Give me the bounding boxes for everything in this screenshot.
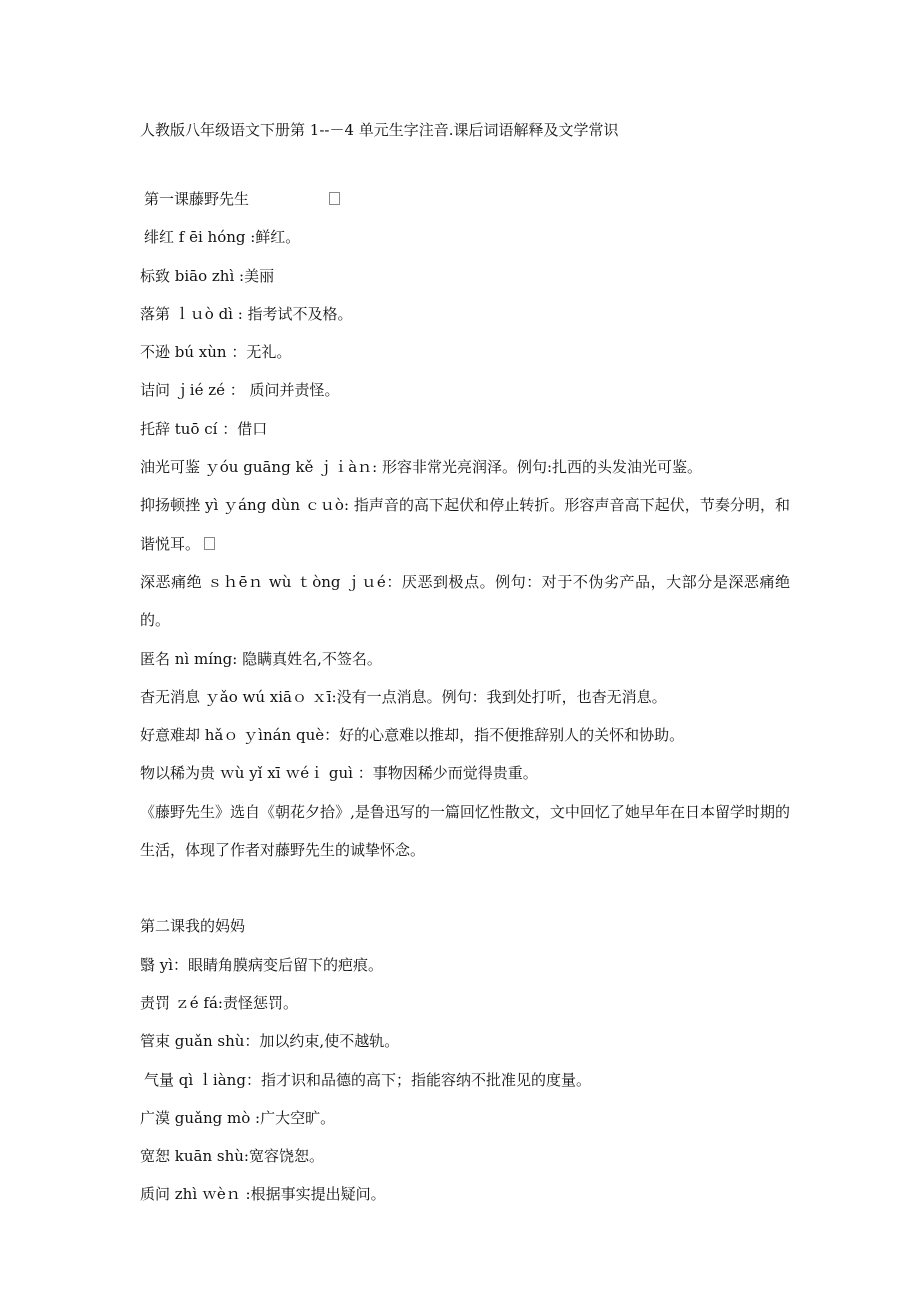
vocab-entry: 不逊 bú xùn ：无礼。 bbox=[140, 343, 292, 362]
vocab-entry: 责罚 ｚé fá:责怪惩罚。 bbox=[140, 993, 298, 1012]
placeholder-box-icon bbox=[204, 537, 215, 550]
placeholder-box-icon bbox=[329, 192, 340, 205]
vocab-entry: 翳 yì：眼睛角膜病变后留下的疤痕。 bbox=[140, 955, 384, 974]
vocab-entry: 杳无消息 ｙǎo wú xiāｏ ｘī:没有一点消息。例句：我到处打听，也杳无消息。 bbox=[140, 687, 667, 706]
vocab-entry: 好意难却 hǎｏ ｙìnán què：好的心意难以推却，指不便推辞别人的关怀和协助。 bbox=[140, 726, 685, 745]
vocab-entry-multiline: 深恶痛绝 ｓｈēｎ wù ｔòng ｊｕé：厌恶到极点。例句：对于不伪劣产品，大部分是深恶痛绝的。 bbox=[140, 572, 790, 630]
literary-note: 《藤野先生》选自《朝花夕拾》,是鲁迅写的一篇回忆性散文，文中回忆了她早年在日本留学时期的生活，体现了作者对藤野先生的诚挚怀念。 bbox=[140, 802, 790, 860]
document-body bbox=[140, 180, 790, 1214]
vocab-entry: 油光可鉴 ｙóu guāng kě ｊｉàｎ: 形容非常光亮润泽。例句:扎西的头发油光可鉴。 bbox=[140, 458, 703, 477]
lesson-1-heading bbox=[140, 180, 790, 218]
vocab-entry: 绯红 f ēi hóng :鲜红。 bbox=[144, 228, 301, 247]
vocab-entry: 质问 zhì ｗèｎ :根据事实提出疑问。 bbox=[140, 1185, 386, 1204]
vocab-entry: 管束 guǎn shù：加以约束,使不越轨。 bbox=[140, 1032, 400, 1051]
vocab-entry: 宽恕 kuān shù:宽容饶恕。 bbox=[140, 1147, 324, 1166]
section-spacer bbox=[140, 869, 790, 907]
vocab-entry-text: 抑扬顿挫 yì ｙáng dùn ｃｕò: 指声音的高下起伏和停止转折。形容声音高下起伏，节奏分明，和谐悦耳。 bbox=[140, 496, 790, 553]
document-title: 人教版八年级语文下册第 1--－4 单元生字注音.课后词语解释及文学常识 bbox=[140, 121, 619, 139]
vocab-entry: 物以稀为贵 ｗù yǐ xī ｗéｉ guì ：事物因稀少而觉得贵重。 bbox=[140, 764, 538, 783]
vocab-entry: 托辞 tuō cí ：借口 bbox=[140, 419, 268, 438]
vocab-entry: 诘问 ｊié zé ： 质问并责怪。 bbox=[140, 381, 340, 400]
vocab-entry: 广漠 guǎng mò :广大空旷。 bbox=[140, 1108, 336, 1127]
lesson-1-heading-text: 第一课藤野先生 bbox=[144, 190, 250, 208]
vocab-entry: 气量 qì ｌiàng：指才识和品德的高下；指能容纳不批准见的度量。 bbox=[144, 1070, 591, 1089]
lesson-2-heading: 第二课我的妈妈 bbox=[140, 917, 246, 936]
vocab-entry: 标致 biāo zhì :美丽 bbox=[140, 266, 275, 285]
vocab-entry-multiline bbox=[140, 486, 790, 563]
vocab-entry: 匿名 nì míng: 隐瞒真姓名,不签名。 bbox=[140, 649, 382, 668]
vocab-entry: 落第 ｌｕò dì : 指考试不及格。 bbox=[140, 304, 353, 323]
